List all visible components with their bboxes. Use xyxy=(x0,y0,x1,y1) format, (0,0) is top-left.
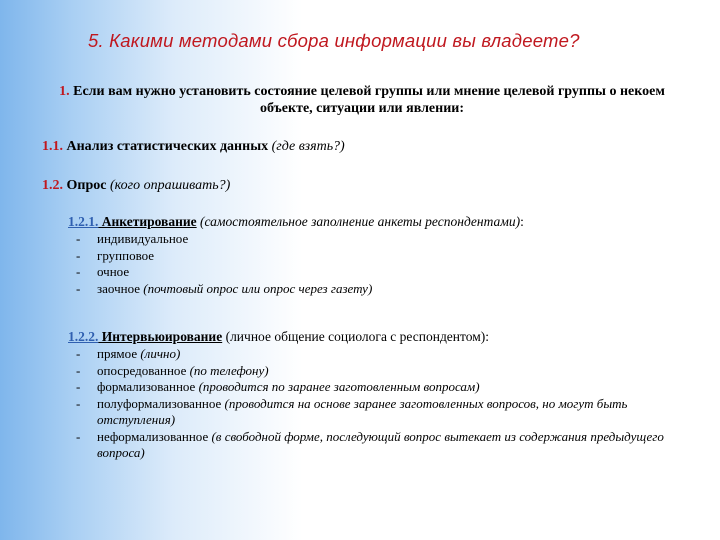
list-item-note: (в свободной форме, последующий вопрос вытекает из содержания предыдущего вопроса) xyxy=(97,428,664,460)
section-1-1 xyxy=(42,138,345,155)
list-item xyxy=(72,346,682,363)
list-item xyxy=(72,396,682,429)
list-item-text: неформализованное xyxy=(97,428,209,444)
list-item-text: опосредованное xyxy=(97,362,187,378)
list-item-text: формализованное xyxy=(97,379,196,394)
intro-number: 1. xyxy=(59,84,70,99)
list-item xyxy=(72,248,682,265)
slide-title: 5. Какими методами сбора информации вы владеете? xyxy=(88,30,580,51)
list-dash: - xyxy=(76,346,81,361)
section-1-2-2 xyxy=(68,328,489,345)
section-1-2-note: (кого опрашивать?) xyxy=(106,178,231,193)
list-item-note: (проводится по заранее заготовленным вопросам) xyxy=(195,379,480,394)
section-1-2-1-number: 1.2.1. xyxy=(68,214,99,229)
section-1-1-number: 1.1. xyxy=(42,139,63,154)
list-dash: - xyxy=(76,280,81,296)
intro-paragraph xyxy=(42,83,682,117)
list-item xyxy=(72,281,682,298)
list-item xyxy=(72,379,682,396)
list-item-text: групповое xyxy=(97,247,155,263)
section-1-2-2-number: 1.2.2. xyxy=(68,329,99,344)
section-1-1-note: (где взять?) xyxy=(268,139,345,154)
section-1-2-label: Опрос xyxy=(63,178,107,193)
list-item xyxy=(72,363,682,380)
intro-text: Если вам нужно установить состояние целевой группы или мнение целевой группы о некоем объекте, ситуации или явлении: xyxy=(69,84,665,116)
list-item xyxy=(72,231,682,248)
section-1-1-label: Анализ статистических данных xyxy=(63,139,269,154)
list-item-note: (проводится на основе заранее заготовленных вопросов, но могут быть отступления) xyxy=(97,395,628,427)
list-item xyxy=(72,264,682,281)
section-1-2-1 xyxy=(68,213,524,230)
list-dash: - xyxy=(76,395,81,411)
section-1-2-number: 1.2. xyxy=(42,178,63,193)
list-item-note: (по телефону) xyxy=(186,362,269,378)
list-dash: - xyxy=(76,231,81,246)
section-1-2 xyxy=(42,177,230,194)
interview-types-list xyxy=(72,346,682,462)
list-item-text: очное xyxy=(97,264,130,279)
list-item-text: индивидуальное xyxy=(97,231,189,246)
list-dash: - xyxy=(76,247,81,263)
list-item-text: прямое xyxy=(97,346,138,361)
list-dash: - xyxy=(76,379,81,394)
section-1-2-1-note: (самостоятельное заполнение анкеты респондентами) xyxy=(196,214,521,229)
list-dash: - xyxy=(76,362,81,378)
list-item-text: полуформализованное xyxy=(97,395,222,411)
section-1-2-2-note: (личное общение социолога с респондентом): xyxy=(222,329,490,344)
list-item-note: (лично) xyxy=(137,346,181,361)
section-1-2-1-tail: : xyxy=(520,214,524,229)
list-item-text: заочное xyxy=(97,280,140,296)
section-1-2-2-label: Интервьюирование xyxy=(98,329,223,344)
list-item-note: (почтовый опрос или опрос через газету) xyxy=(140,280,373,296)
questionnaire-types-list xyxy=(72,231,682,297)
section-1-2-1-label: Анкетирование xyxy=(98,214,197,229)
list-item xyxy=(72,429,682,462)
list-dash: - xyxy=(76,264,81,279)
list-dash: - xyxy=(76,428,81,444)
